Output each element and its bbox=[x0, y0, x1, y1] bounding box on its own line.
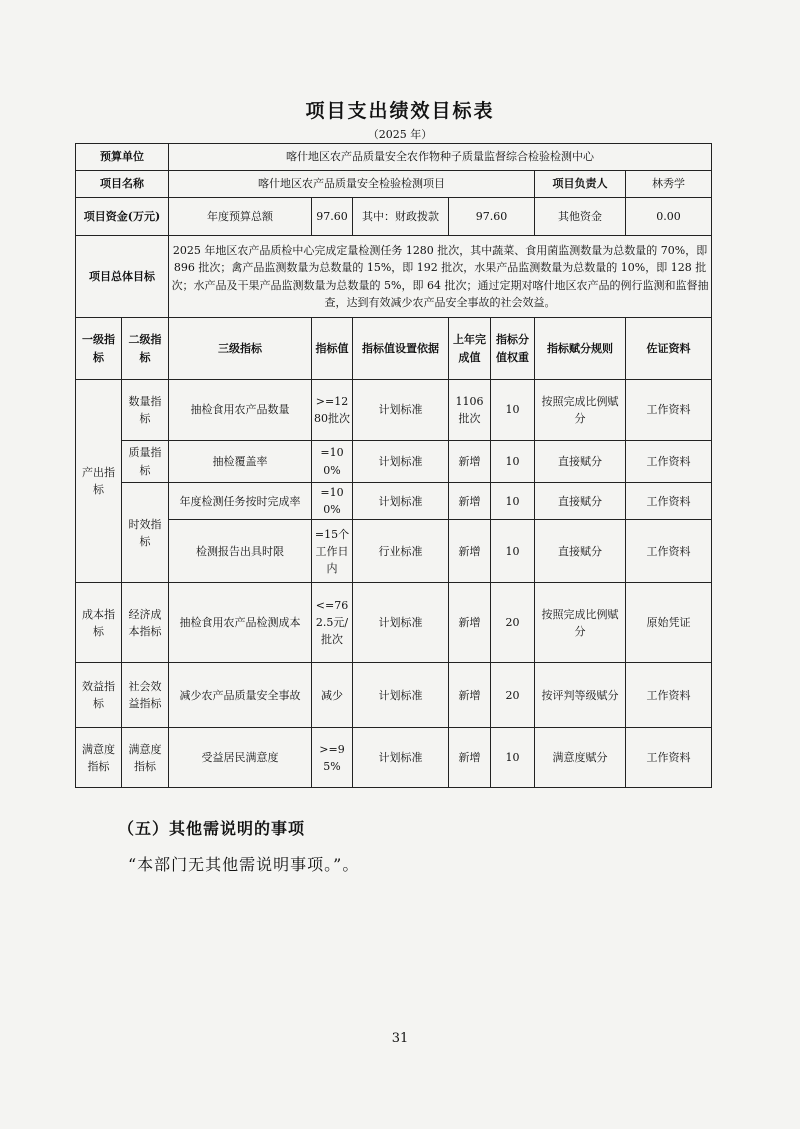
row-weight: 10 bbox=[491, 520, 535, 583]
row-weight: 20 bbox=[491, 663, 535, 728]
table-row bbox=[76, 483, 712, 520]
output-indicator-group: 产出指标 bbox=[76, 380, 122, 583]
project-name-value: 喀什地区农产品质量安全检验检测项目 bbox=[169, 171, 535, 198]
header-last-year: 上年完成值 bbox=[449, 318, 491, 380]
project-funds-label: 项目资金(万元) bbox=[76, 198, 169, 236]
project-leader-value: 林秀学 bbox=[626, 171, 712, 198]
timeliness-indicator-group: 时效指标 bbox=[122, 483, 169, 583]
table-row bbox=[76, 728, 712, 788]
performance-target-table bbox=[75, 143, 712, 788]
header-level3: 三级指标 bbox=[169, 318, 312, 380]
project-leader-label: 项目负责人 bbox=[535, 171, 626, 198]
row-basis: 计划标准 bbox=[353, 583, 449, 663]
header-level1: 一级指标 bbox=[76, 318, 122, 380]
row-name: 减少农产品质量安全事故 bbox=[169, 663, 312, 728]
row-value: >=1280批次 bbox=[312, 380, 353, 441]
row-evidence: 原始凭证 bbox=[626, 583, 712, 663]
row-rule: 直接赋分 bbox=[535, 483, 626, 520]
row-last-year: 新增 bbox=[449, 663, 491, 728]
budget-unit-value: 喀什地区农产品质量安全农作物种子质量监督综合检验检测中心 bbox=[169, 144, 712, 171]
row-basis: 计划标准 bbox=[353, 441, 449, 483]
row-last-year: 新增 bbox=[449, 483, 491, 520]
row-rule: 按照完成比例赋分 bbox=[535, 380, 626, 441]
row-last-year: 新增 bbox=[449, 441, 491, 483]
row-basis: 计划标准 bbox=[353, 728, 449, 788]
table-row bbox=[76, 583, 712, 663]
other-funds-label: 其他资金 bbox=[535, 198, 626, 236]
project-funds-row bbox=[76, 198, 712, 236]
header-rule: 指标赋分规则 bbox=[535, 318, 626, 380]
row-last-year: 新增 bbox=[449, 583, 491, 663]
budget-unit-label: 预算单位 bbox=[76, 144, 169, 171]
project-name-row bbox=[76, 171, 712, 198]
row-basis: 计划标准 bbox=[353, 663, 449, 728]
row-evidence: 工作资料 bbox=[626, 520, 712, 583]
note-text: “本部门无其他需说明事项。”。 bbox=[128, 855, 360, 874]
row-name: 受益居民满意度 bbox=[169, 728, 312, 788]
cost-indicator-group: 成本指标 bbox=[76, 583, 122, 663]
fiscal-allocation-label: 其中：财政拨款 bbox=[353, 198, 449, 236]
row-value: =15个工作日内 bbox=[312, 520, 353, 583]
table-row bbox=[76, 520, 712, 583]
row-last-year: 1106批次 bbox=[449, 380, 491, 441]
social-benefit-indicator-group: 社会效益指标 bbox=[122, 663, 169, 728]
overall-goal-label: 项目总体目标 bbox=[76, 236, 169, 318]
row-name: 抽检覆盖率 bbox=[169, 441, 312, 483]
row-name: 抽检食用农产品数量 bbox=[169, 380, 312, 441]
table-row bbox=[76, 441, 712, 483]
economic-cost-indicator-group: 经济成本指标 bbox=[122, 583, 169, 663]
row-rule: 按照完成比例赋分 bbox=[535, 583, 626, 663]
fiscal-allocation-value: 97.60 bbox=[449, 198, 535, 236]
row-last-year: 新增 bbox=[449, 728, 491, 788]
row-basis: 计划标准 bbox=[353, 380, 449, 441]
row-rule: 按评判等级赋分 bbox=[535, 663, 626, 728]
row-name: 检测报告出具时限 bbox=[169, 520, 312, 583]
satisfaction-indicator-group: 满意度指标 bbox=[76, 728, 122, 788]
quality-indicator-group: 质量指标 bbox=[122, 441, 169, 483]
row-rule: 直接赋分 bbox=[535, 441, 626, 483]
row-evidence: 工作资料 bbox=[626, 380, 712, 441]
row-evidence: 工作资料 bbox=[626, 441, 712, 483]
row-weight: 20 bbox=[491, 583, 535, 663]
header-basis: 指标值设置依据 bbox=[353, 318, 449, 380]
section-heading: （五）其他需说明的事项 bbox=[118, 819, 306, 838]
table-year: （2025 年） bbox=[367, 128, 433, 141]
row-name: 年度检测任务按时完成率 bbox=[169, 483, 312, 520]
benefit-indicator-group: 效益指标 bbox=[76, 663, 122, 728]
header-value: 指标值 bbox=[312, 318, 353, 380]
row-name: 抽检食用农产品检测成本 bbox=[169, 583, 312, 663]
row-value: =100% bbox=[312, 441, 353, 483]
row-weight: 10 bbox=[491, 483, 535, 520]
header-level2: 二级指标 bbox=[122, 318, 169, 380]
indicator-header-row bbox=[76, 318, 712, 380]
satisfaction-sub-indicator-group: 满意度指标 bbox=[122, 728, 169, 788]
table-row bbox=[76, 380, 712, 441]
row-value: >=95% bbox=[312, 728, 353, 788]
row-evidence: 工作资料 bbox=[626, 663, 712, 728]
overall-goal-text: 2025 年地区农产品质检中心完成定量检测任务 1280 批次，其中蔬菜、食用菌监测数量为总数量的 70%，即 896 批次；禽产品监测数量为总数量的 15%，即 192 批次，水果产品监测数量为总数量的 10%，即 128 批次；水产品及干果产品监测数量为总数量的 5%，即 64 批次；通过定期对喀什地区农产品的例行监测和监督抽查，达到有效减少农产品安全事故的社会效益。 bbox=[169, 236, 712, 318]
row-last-year: 新增 bbox=[449, 520, 491, 583]
table-row bbox=[76, 663, 712, 728]
row-evidence: 工作资料 bbox=[626, 728, 712, 788]
page-number: 31 bbox=[391, 1031, 409, 1046]
row-value: =100% bbox=[312, 483, 353, 520]
annual-budget-label: 年度预算总额 bbox=[169, 198, 312, 236]
row-rule: 直接赋分 bbox=[535, 520, 626, 583]
row-weight: 10 bbox=[491, 441, 535, 483]
page-title: 项目支出绩效目标表 bbox=[305, 100, 495, 122]
row-weight: 10 bbox=[491, 728, 535, 788]
row-rule: 满意度赋分 bbox=[535, 728, 626, 788]
row-weight: 10 bbox=[491, 380, 535, 441]
row-basis: 计划标准 bbox=[353, 483, 449, 520]
header-evidence: 佐证资料 bbox=[626, 318, 712, 380]
overall-goal-row bbox=[76, 236, 712, 318]
quantity-indicator-group: 数量指标 bbox=[122, 380, 169, 441]
row-value: <=762.5元/批次 bbox=[312, 583, 353, 663]
budget-unit-row bbox=[76, 144, 712, 171]
header-weight: 指标分值权重 bbox=[491, 318, 535, 380]
row-evidence: 工作资料 bbox=[626, 483, 712, 520]
annual-budget-value: 97.60 bbox=[312, 198, 353, 236]
row-basis: 行业标准 bbox=[353, 520, 449, 583]
other-funds-value: 0.00 bbox=[626, 198, 712, 236]
project-name-label: 项目名称 bbox=[76, 171, 169, 198]
row-value: 减少 bbox=[312, 663, 353, 728]
